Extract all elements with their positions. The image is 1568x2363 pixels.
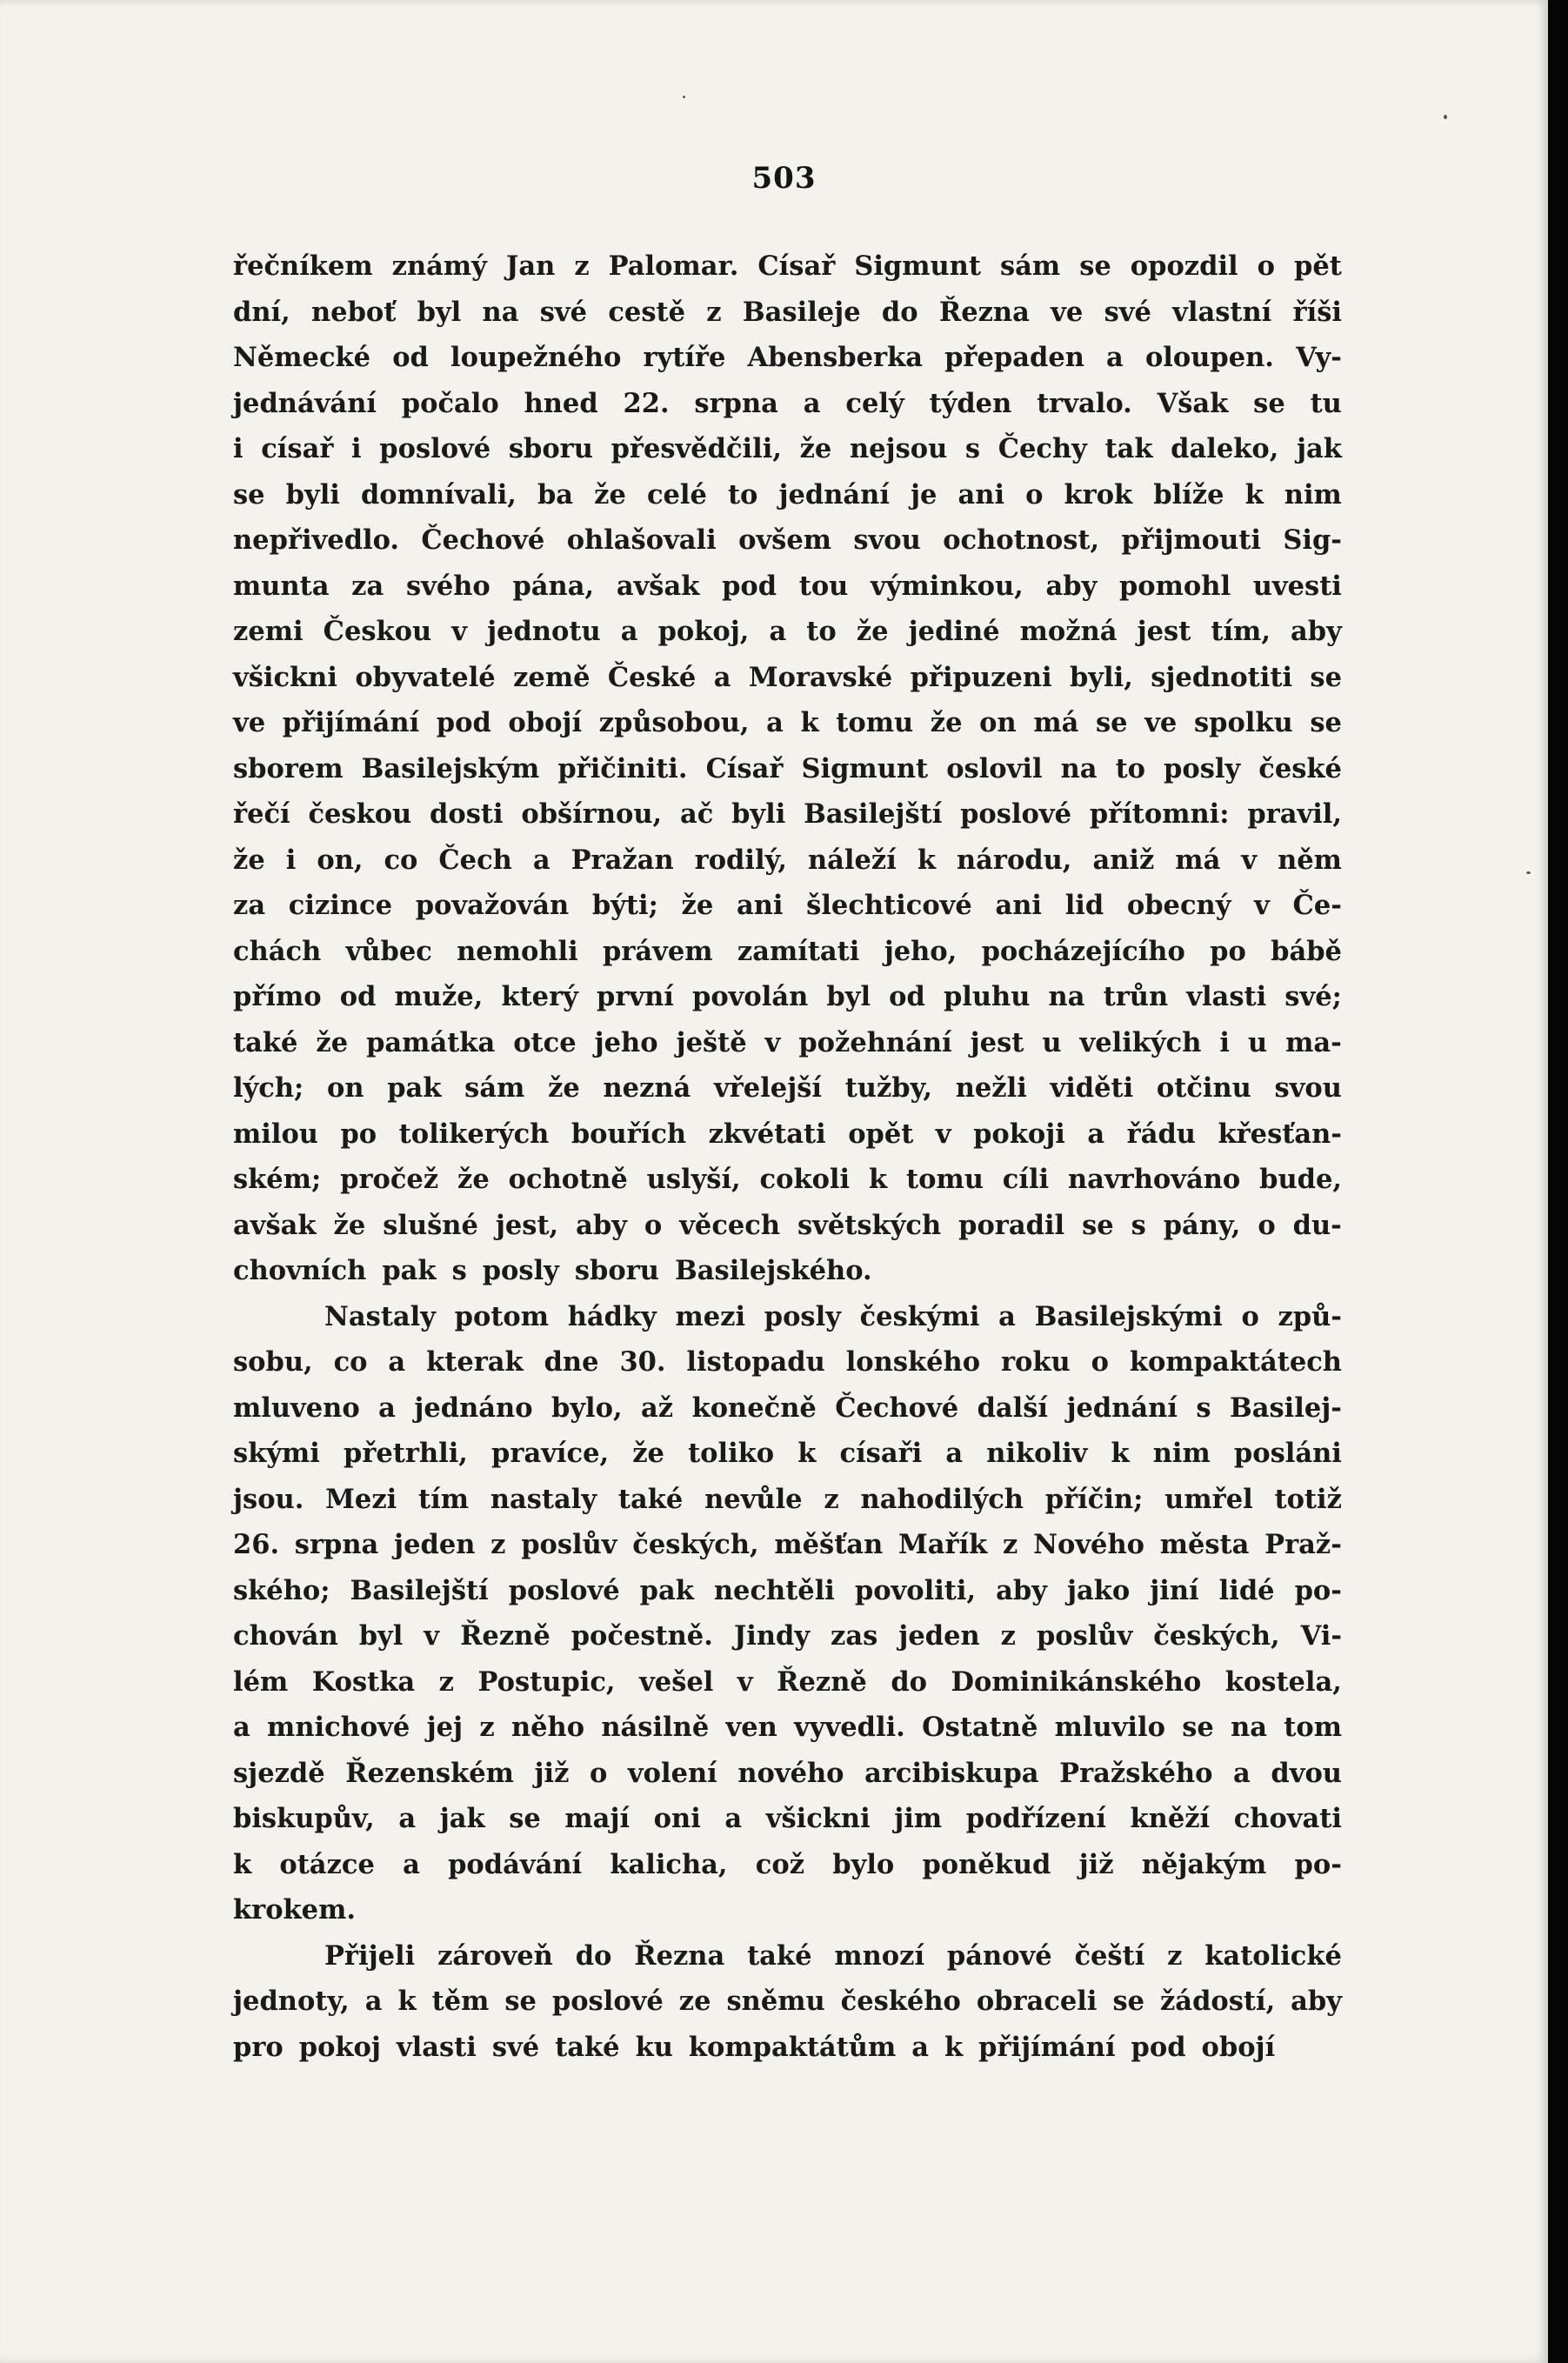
text-line: krokem. bbox=[233, 1894, 356, 1926]
text-line: a mnichové jej z něho násilně ven vyvedli. Ostatně mluvilo se na tom bbox=[233, 1712, 1342, 1743]
text-line: jednoty, a k těm se poslové ze sněmu českého obraceli se žádostí, aby bbox=[233, 1986, 1342, 2017]
text-line: pro pokoj vlasti své také ku kompaktátům a k přijímání pod obojí bbox=[233, 2031, 1276, 2063]
text-line: za cizince považován býti; že ani šlechticové ani lid obecný v Če- bbox=[233, 890, 1342, 921]
text-line: zemi Českou v jednotu a pokoj, a to že jediné možná jest tím, aby bbox=[233, 616, 1342, 647]
text-line: biskupův, a jak se mají oni a všickni jim podřízení kněží chovati bbox=[233, 1803, 1342, 1834]
text-line: sobu, co a kterak dne 30. listopadu lonského roku o kompaktátech bbox=[233, 1346, 1342, 1378]
text-line: lých; on pak sám že nezná vřelejší tužby, nežli viděti otčinu svou bbox=[233, 1072, 1342, 1104]
text-line: mluveno a jednáno bylo, až konečně Čechové další jednání s Basilej- bbox=[233, 1392, 1342, 1424]
text-line: jednávání počalo hned 22. srpna a celý týden trvalo. Však se tu bbox=[233, 387, 1342, 419]
dust-speck bbox=[1526, 871, 1531, 874]
text-line: všickni obyvatelé země České a Moravské připuzeni byli, sjednotiti se bbox=[233, 661, 1342, 693]
page-number: 503 bbox=[751, 161, 817, 196]
text-line: sborem Basilejským přičiniti. Císař Sigmunt oslovil na to posly české bbox=[233, 752, 1342, 784]
text-line: Nastaly potom hádky mezi posly českými a Basilejskými o způ- bbox=[324, 1300, 1342, 1332]
text-line: že i on, co Čech a Pražan rodilý, náleží k národu, aniž má v něm bbox=[233, 844, 1342, 876]
text-line: munta za svého pána, avšak pod tou výminkou, aby pomohl uvesti bbox=[233, 570, 1342, 602]
dust-speck bbox=[683, 96, 685, 98]
text-line: ve přijímání pod obojí způsobou, a k tomu že on má se ve spolku se bbox=[233, 707, 1342, 738]
text-line: Německé od loupežného rytíře Abensberka přepaden a oloupen. Vy- bbox=[233, 342, 1342, 373]
text-line: řečníkem známý Jan z Palomar. Císař Sigmunt sám se opozdil o pět bbox=[233, 250, 1342, 282]
text-line: přímo od muže, který první povolán byl od pluhu na trůn vlasti své; bbox=[233, 981, 1342, 1012]
text-line: řečí českou dosti obšírnou, ač byli Basilejští poslové přítomni: pravil, bbox=[233, 798, 1342, 830]
text-line: nepřivedlo. Čechové ohlašovali ovšem svou ochotnost, přijmouti Sig- bbox=[233, 524, 1342, 556]
text-line: jsou. Mezi tím nastaly také nevůle z nahodilých příčin; umřel totiž bbox=[233, 1483, 1342, 1515]
text-line: sjezdě Řezenském již o volení nového arcibiskupa Pražského a dvou bbox=[233, 1757, 1342, 1789]
text-line: i císař i poslové sboru přesvědčili, že nejsou s Čechy tak daleko, jak bbox=[233, 433, 1342, 464]
text-line: dní, neboť byl na své cestě z Basileje do Řezna ve své vlastní říši bbox=[233, 296, 1342, 328]
text-line: milou po tolikerých bouřích zkvétati opět v pokoji a řádu křesťan- bbox=[233, 1118, 1342, 1150]
dust-speck bbox=[1444, 115, 1447, 119]
text-line: avšak že slušné jest, aby o věcech světských poradil se s pány, o du- bbox=[233, 1209, 1342, 1241]
text-line: skými přetrhli, pravíce, že toliko k císaři a nikoliv k nim posláni bbox=[233, 1438, 1342, 1469]
text-line: lém Kostka z Postupic, vešel v Řezně do Dominikánského kostela, bbox=[233, 1665, 1342, 1698]
page-edge-shadow bbox=[1548, 0, 1568, 2363]
text-line: ském; pročež že ochotně uslyší, cokoli k tomu cíli navrhováno bude, bbox=[233, 1164, 1342, 1195]
text-line: 26. srpna jeden z poslův českých, měšťan Mařík z Nového města Praž- bbox=[233, 1529, 1342, 1560]
text-line: Přijeli zároveň do Řezna také mnozí pánové čeští z katolické bbox=[324, 1939, 1342, 1972]
text-line: chovních pak s posly sboru Basilejského. bbox=[233, 1255, 872, 1286]
text-line: chován byl v Řezně počestně. Jindy zas jeden z poslův českých, Vi- bbox=[233, 1620, 1342, 1652]
text-line: se byli domnívali, ba že celé to jednání je ani o krok blíže k nim bbox=[233, 478, 1342, 511]
text-line: také že památka otce jeho ještě v požehnání jest u velikých i u ma- bbox=[233, 1026, 1342, 1058]
text-line: k otázce a podávání kalicha, což bylo poněkud již nějakým po- bbox=[233, 1848, 1342, 1880]
text-line: ského; Basilejští poslové pak nechtěli povoliti, aby jako jiní lidé po- bbox=[233, 1574, 1342, 1606]
body-text bbox=[233, 244, 1342, 2070]
text-line: chách vůbec nemohli právem zamítati jeho, pocházejícího po bábě bbox=[233, 935, 1342, 967]
